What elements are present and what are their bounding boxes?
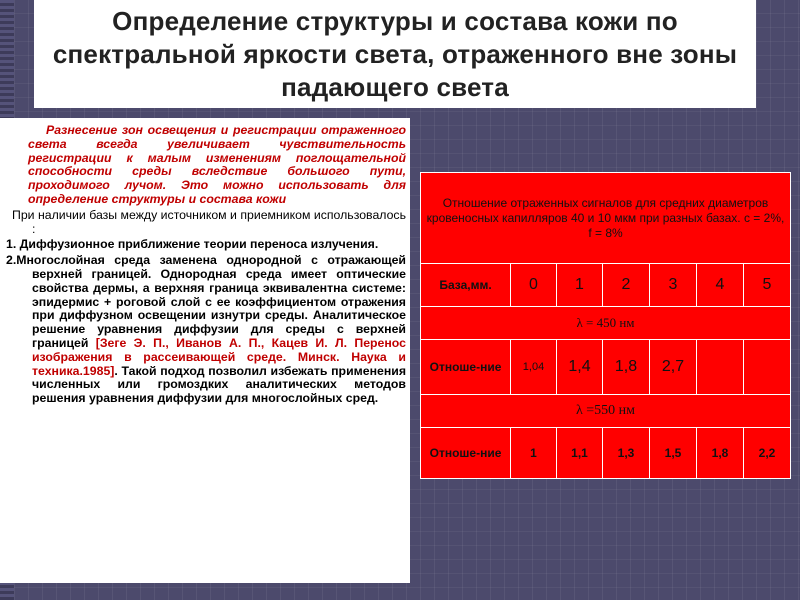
wavelength-band-450	[421, 307, 791, 340]
ratio-cell: 1,4	[557, 340, 603, 395]
ratio-cell	[697, 340, 744, 395]
ratio-cell	[744, 340, 791, 395]
base-cell: 4	[697, 264, 744, 307]
item-2-reference: [Зеге Э. П., Иванов А. П., Кацев И. Л. Перенос изображения в рассеивающей среде. Минск. Наука и техника.1985]	[32, 335, 406, 378]
table-caption: Отношение отраженных сигналов для средних диаметров кровеносных капилляров 40 и 10 мкм при разных базах. c = 2%, f = 8%	[421, 173, 791, 264]
slide-title: Определение структуры и состава кожи по спектральной яркости света, отраженного вне зоны падающего света	[52, 5, 738, 102]
item-1: 1. Диффузионное приближение теории переноса излучения.	[6, 237, 379, 252]
ratio-row-450	[421, 340, 791, 395]
ratio-row-550	[421, 428, 791, 479]
ratio-cell: 1,3	[603, 428, 650, 479]
item-2-text: 2.Многослойная среда заменена однородной с отражающей верхней границей. Однородная среда имеет оптические свойства дермы, а верхняя граница эквивалентна системе: эпидермис + роговой слой с ее коэффициентом отражения при диффузном освещении изнутри среды. Аналитическое решение уравнения диффузии для среды с верхней границей	[6, 253, 406, 350]
base-label-cell: База,мм.	[421, 264, 511, 307]
item-2-tail: . Такой подход позволил избежать применения численных или громоздких аналитических методов решения уравнения диффузии для многослойных сред.	[32, 363, 406, 406]
text-panel	[0, 118, 410, 583]
wavelength-550: λ =550 нм	[421, 395, 791, 428]
ratio-cell: 1	[511, 428, 557, 479]
ratio-cell: 1,8	[697, 428, 744, 479]
ratio-cell: 1,04	[511, 340, 557, 395]
ratio-cell: 1,8	[603, 340, 650, 395]
ratio-label-cell: Отноше-ние	[421, 340, 511, 395]
wavelength-band-550	[421, 395, 791, 428]
ratio-cell: 2,7	[650, 340, 697, 395]
data-table	[420, 172, 791, 479]
table-caption-row	[421, 173, 791, 264]
ratio-label-cell: Отноше-ние	[421, 428, 511, 479]
ratio-cell: 1,5	[650, 428, 697, 479]
base-cell: 3	[650, 264, 697, 307]
base-cell: 5	[744, 264, 791, 307]
intro-paragraph: Разнесение зон освещения и регистрации отраженного света всегда увеличивает чувствительность регистрации к малым изменениям поглощательной способности среды вследствие большого пути, проходимого лучом. Это можно использовать для определение структуры и состава кожи	[28, 123, 406, 206]
table-header-row	[421, 264, 791, 307]
item-2	[6, 254, 406, 406]
base-cell: 1	[557, 264, 603, 307]
base-cell: 0	[511, 264, 557, 307]
ratio-cell: 2,2	[744, 428, 791, 479]
base-cell: 2	[603, 264, 650, 307]
title-box	[34, 0, 756, 108]
base-note: При наличии базы между источником и приемником использовалось :	[12, 207, 406, 236]
ratio-cell: 1,1	[557, 428, 603, 479]
wavelength-450: λ = 450 нм	[421, 307, 791, 340]
data-table-wrapper	[420, 172, 790, 482]
